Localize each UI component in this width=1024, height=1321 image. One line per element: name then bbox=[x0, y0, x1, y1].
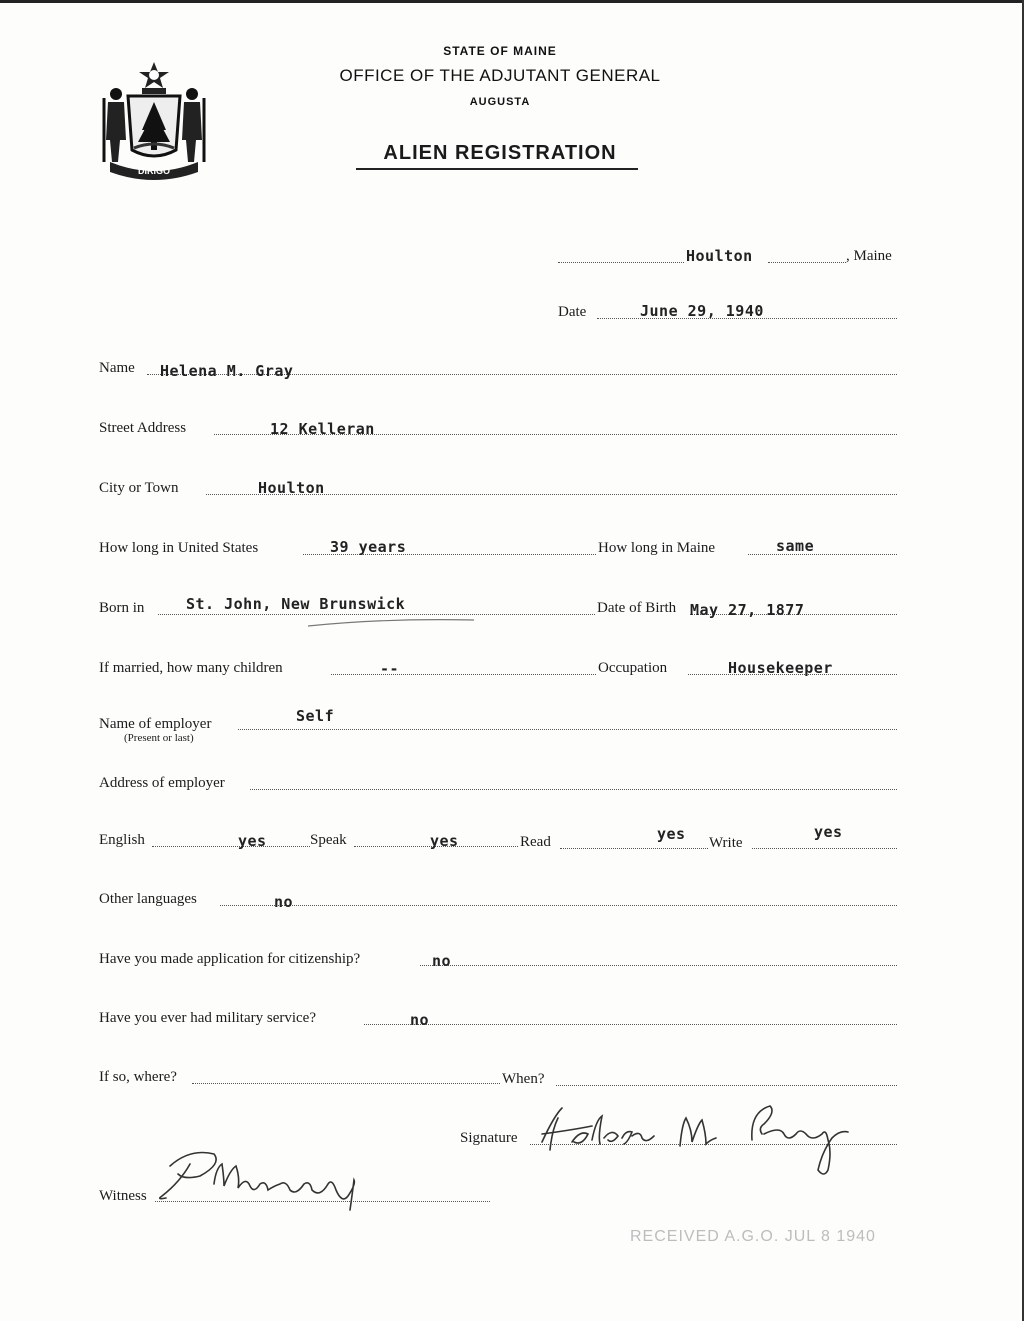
when-label: When? bbox=[502, 1071, 545, 1087]
office-heading: OFFICE OF THE ADJUTANT GENERAL bbox=[339, 66, 661, 85]
employer-sublabel: (Present or last) bbox=[124, 732, 194, 744]
born-in-dotted-line bbox=[158, 614, 595, 615]
read-dotted-line bbox=[560, 848, 708, 849]
place-city-value[interactable]: Houlton bbox=[686, 247, 753, 265]
employer-label: Name of employer bbox=[99, 716, 212, 732]
children-dotted-line bbox=[331, 674, 596, 675]
maine-duration-label: How long in Maine bbox=[598, 540, 716, 556]
street-value[interactable]: 12 Kelleran bbox=[270, 420, 375, 438]
children-value[interactable]: -- bbox=[380, 660, 400, 678]
received-stamp: RECEIVED A.G.O. JUL 8 1940 bbox=[630, 1228, 876, 1245]
name-value[interactable]: Helena M. Gray bbox=[160, 362, 294, 380]
scan-edge-top bbox=[0, 0, 1024, 3]
us-duration-label: How long in United States bbox=[99, 540, 259, 556]
employer-value[interactable]: Self bbox=[296, 707, 335, 725]
place-state-label: , Maine bbox=[846, 248, 892, 264]
english-dotted-line bbox=[152, 846, 310, 847]
english-label: English bbox=[99, 832, 145, 848]
applicant-signature[interactable] bbox=[532, 1090, 872, 1180]
english-value[interactable]: yes bbox=[238, 832, 267, 850]
write-label: Write bbox=[709, 835, 743, 851]
birth-date-value[interactable]: May 27, 1877 bbox=[690, 601, 805, 619]
witness-signature[interactable] bbox=[150, 1140, 380, 1220]
date-label: Date bbox=[558, 304, 587, 320]
maine-duration-dotted-line bbox=[748, 554, 897, 555]
signature-label: Signature bbox=[460, 1130, 518, 1146]
born-in-label: Born in bbox=[99, 600, 145, 616]
occupation-value[interactable]: Housekeeper bbox=[728, 659, 833, 677]
seal-motto: DIRIGO bbox=[137, 166, 171, 176]
title-underline bbox=[356, 168, 638, 170]
read-value[interactable]: yes bbox=[657, 825, 686, 843]
other-languages-label: Other languages bbox=[99, 891, 197, 907]
speak-value[interactable]: yes bbox=[430, 832, 459, 850]
birth-date-label: Date of Birth bbox=[597, 600, 677, 616]
children-label: If married, how many children bbox=[99, 660, 283, 676]
citizenship-label: Have you made application for citizenship? bbox=[99, 951, 361, 967]
citizenship-value[interactable]: no bbox=[432, 952, 452, 970]
place-dotted-line-2 bbox=[768, 262, 846, 263]
other-languages-value[interactable]: no bbox=[274, 893, 294, 911]
write-dotted-line bbox=[752, 848, 897, 849]
form-title: ALIEN REGISTRATION bbox=[383, 142, 617, 164]
maine-duration-value[interactable]: same bbox=[776, 537, 815, 555]
speak-label: Speak bbox=[310, 832, 347, 848]
place-dotted-line bbox=[558, 262, 684, 263]
born-in-value[interactable]: St. John, New Brunswick bbox=[186, 595, 406, 613]
other-languages-dotted-line bbox=[220, 905, 897, 906]
name-label: Name bbox=[99, 360, 135, 376]
military-dotted-line bbox=[364, 1024, 897, 1025]
employer-address-dotted-line bbox=[250, 789, 897, 790]
when-dotted-line bbox=[556, 1085, 897, 1086]
us-duration-value[interactable]: 39 years bbox=[330, 538, 407, 556]
date-value[interactable]: June 29, 1940 bbox=[640, 302, 764, 320]
city-heading: AUGUSTA bbox=[469, 96, 531, 108]
where-dotted-line bbox=[192, 1083, 500, 1084]
write-value[interactable]: yes bbox=[814, 823, 843, 841]
city-value[interactable]: Houlton bbox=[258, 479, 325, 497]
witness-label: Witness bbox=[99, 1188, 147, 1204]
read-label: Read bbox=[520, 834, 551, 850]
street-label: Street Address bbox=[99, 420, 187, 436]
employer-address-label: Address of employer bbox=[99, 775, 225, 791]
citizenship-dotted-line bbox=[420, 965, 897, 966]
state-heading: STATE OF MAINE bbox=[443, 44, 557, 58]
pencil-underline-mark bbox=[306, 616, 476, 630]
employer-dotted-line bbox=[238, 729, 897, 730]
maine-state-seal-icon bbox=[100, 58, 208, 180]
military-value[interactable]: no bbox=[410, 1011, 430, 1029]
city-label: City or Town bbox=[99, 480, 179, 496]
military-label: Have you ever had military service? bbox=[99, 1010, 316, 1026]
where-label: If so, where? bbox=[99, 1069, 177, 1085]
occupation-label: Occupation bbox=[598, 660, 668, 676]
